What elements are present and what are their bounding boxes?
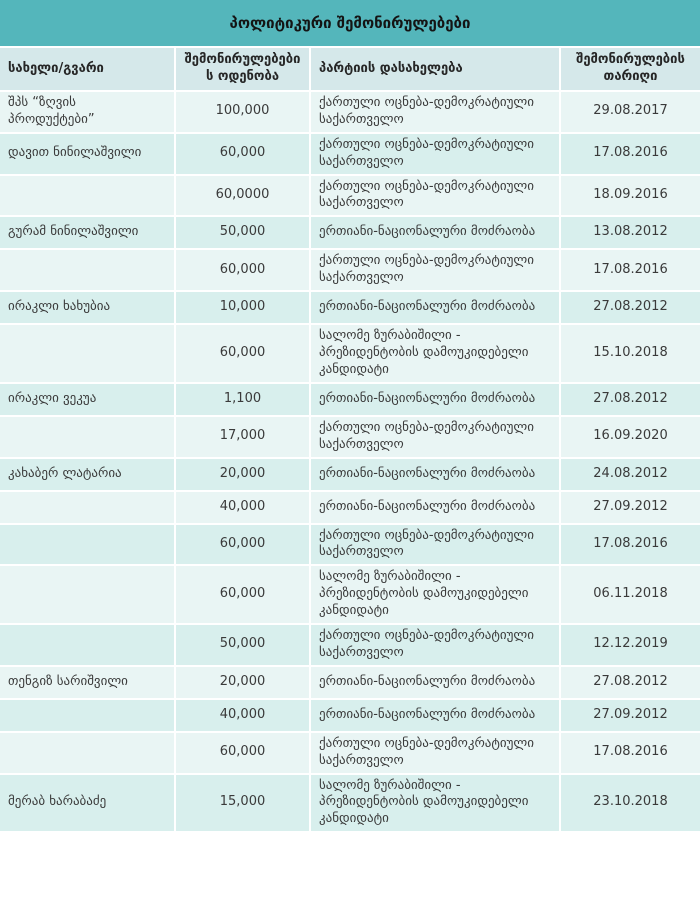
date-cell: 12.12.2019 (560, 624, 700, 666)
donor-name-cell (0, 416, 175, 458)
column-header-party: პარტიის დასახელება (310, 47, 560, 91)
amount-cell: 60,000 (175, 524, 310, 566)
party-cell: ერთიანი-ნაციონალური მოძრაობა (310, 216, 560, 249)
party-cell: ერთიანი-ნაციონალური მოძრაობა (310, 458, 560, 491)
donor-name-cell (0, 324, 175, 383)
donor-name-cell (0, 524, 175, 566)
donor-name-cell: ირაკლი ხახუბია (0, 291, 175, 324)
table-row (0, 249, 700, 291)
donor-name-cell: კახაბერ ლატარია (0, 458, 175, 491)
party-cell: ქართული ოცნება-დემოკრატიული საქართველო (310, 91, 560, 133)
date-cell: 17.08.2016 (560, 732, 700, 774)
party-cell: ერთიანი-ნაციონალური მოძრაობა (310, 699, 560, 732)
date-cell: 15.10.2018 (560, 324, 700, 383)
amount-cell: 60,000 (175, 249, 310, 291)
column-header-date: შემონირულების თარიღი (560, 47, 700, 91)
table-row (0, 458, 700, 491)
donor-name-cell: თენგიზ სარიშვილი (0, 666, 175, 699)
table-row (0, 383, 700, 416)
amount-cell: 20,000 (175, 666, 310, 699)
date-cell: 27.08.2012 (560, 666, 700, 699)
table-row (0, 324, 700, 383)
column-header-name: სახელი/გვარი (0, 47, 175, 91)
party-cell: სალომე ზურაბიშილი - პრეზიდენტობის დამოუკიდებელი კანდიდატი (310, 565, 560, 624)
donor-name-cell (0, 175, 175, 217)
table-row (0, 666, 700, 699)
table-row (0, 565, 700, 624)
amount-cell: 40,000 (175, 491, 310, 524)
date-cell: 17.08.2016 (560, 133, 700, 175)
donor-name-cell (0, 249, 175, 291)
party-cell: ქართული ოცნება-დემოკრატიული საქართველო (310, 133, 560, 175)
donor-name-cell (0, 732, 175, 774)
party-cell: ერთიანი-ნაციონალური მოძრაობა (310, 666, 560, 699)
date-cell: 27.09.2012 (560, 491, 700, 524)
date-cell: 27.09.2012 (560, 699, 700, 732)
donor-name-cell: გურამ ნინილაშვილი (0, 216, 175, 249)
donor-name-cell: მერაბ ხარაბაძე (0, 774, 175, 832)
amount-cell: 15,000 (175, 774, 310, 832)
amount-cell: 50,000 (175, 216, 310, 249)
party-cell: ქართული ოცნება-დემოკრატიული საქართველო (310, 416, 560, 458)
donor-name-cell: ირაკლი ვეკუა (0, 383, 175, 416)
amount-cell: 60,0000 (175, 175, 310, 217)
donations-table (0, 46, 700, 831)
table-row (0, 175, 700, 217)
date-cell: 18.09.2016 (560, 175, 700, 217)
table-row (0, 699, 700, 732)
date-cell: 17.08.2016 (560, 524, 700, 566)
date-cell: 27.08.2012 (560, 383, 700, 416)
column-header-amount: შემონირულებების ოდენობა (175, 47, 310, 91)
amount-cell: 60,000 (175, 565, 310, 624)
party-cell: ქართული ოცნება-დემოკრატიული საქართველო (310, 624, 560, 666)
party-cell: ერთიანი-ნაციონალური მოძრაობა (310, 491, 560, 524)
amount-cell: 20,000 (175, 458, 310, 491)
amount-cell: 17,000 (175, 416, 310, 458)
table-row (0, 291, 700, 324)
amount-cell: 50,000 (175, 624, 310, 666)
donor-name-cell (0, 699, 175, 732)
party-cell: ქართული ოცნება-დემოკრატიული საქართველო (310, 732, 560, 774)
header-row (0, 47, 700, 91)
date-cell: 06.11.2018 (560, 565, 700, 624)
party-cell: სალომე ზურაბიშილი - პრეზიდენტობის დამოუკიდებელი კანდიდატი (310, 774, 560, 832)
amount-cell: 10,000 (175, 291, 310, 324)
page-title: პოლიტიკური შემონირულებები (229, 14, 471, 32)
table-row (0, 524, 700, 566)
table-row (0, 133, 700, 175)
party-cell: სალომე ზურაბიშილი - პრეზიდენტობის დამოუკიდებელი კანდიდატი (310, 324, 560, 383)
table-row (0, 774, 700, 832)
amount-cell: 60,000 (175, 133, 310, 175)
donor-name-cell (0, 624, 175, 666)
donor-name-cell: დავით ნინილაშვილი (0, 133, 175, 175)
date-cell: 29.08.2017 (560, 91, 700, 133)
party-cell: ქართული ოცნება-დემოკრატიული საქართველო (310, 249, 560, 291)
amount-cell: 1,100 (175, 383, 310, 416)
donor-name-cell: შპს “ზღვის პროდუქტები” (0, 91, 175, 133)
date-cell: 27.08.2012 (560, 291, 700, 324)
party-cell: ქართული ოცნება-დემოკრატიული საქართველო (310, 175, 560, 217)
table-row (0, 91, 700, 133)
date-cell: 23.10.2018 (560, 774, 700, 832)
amount-cell: 100,000 (175, 91, 310, 133)
date-cell: 16.09.2020 (560, 416, 700, 458)
amount-cell: 60,000 (175, 732, 310, 774)
amount-cell: 60,000 (175, 324, 310, 383)
date-cell: 17.08.2016 (560, 249, 700, 291)
table-body (0, 91, 700, 831)
date-cell: 13.08.2012 (560, 216, 700, 249)
date-cell: 24.08.2012 (560, 458, 700, 491)
party-cell: ერთიანი-ნაციონალური მოძრაობა (310, 291, 560, 324)
table-row (0, 732, 700, 774)
title-bar (0, 0, 700, 46)
table-row (0, 491, 700, 524)
table-row (0, 624, 700, 666)
amount-cell: 40,000 (175, 699, 310, 732)
table-row (0, 216, 700, 249)
donor-name-cell (0, 491, 175, 524)
donor-name-cell (0, 565, 175, 624)
table-row (0, 416, 700, 458)
party-cell: ქართული ოცნება-დემოკრატიული საქართველო (310, 524, 560, 566)
party-cell: ერთიანი-ნაციონალური მოძრაობა (310, 383, 560, 416)
